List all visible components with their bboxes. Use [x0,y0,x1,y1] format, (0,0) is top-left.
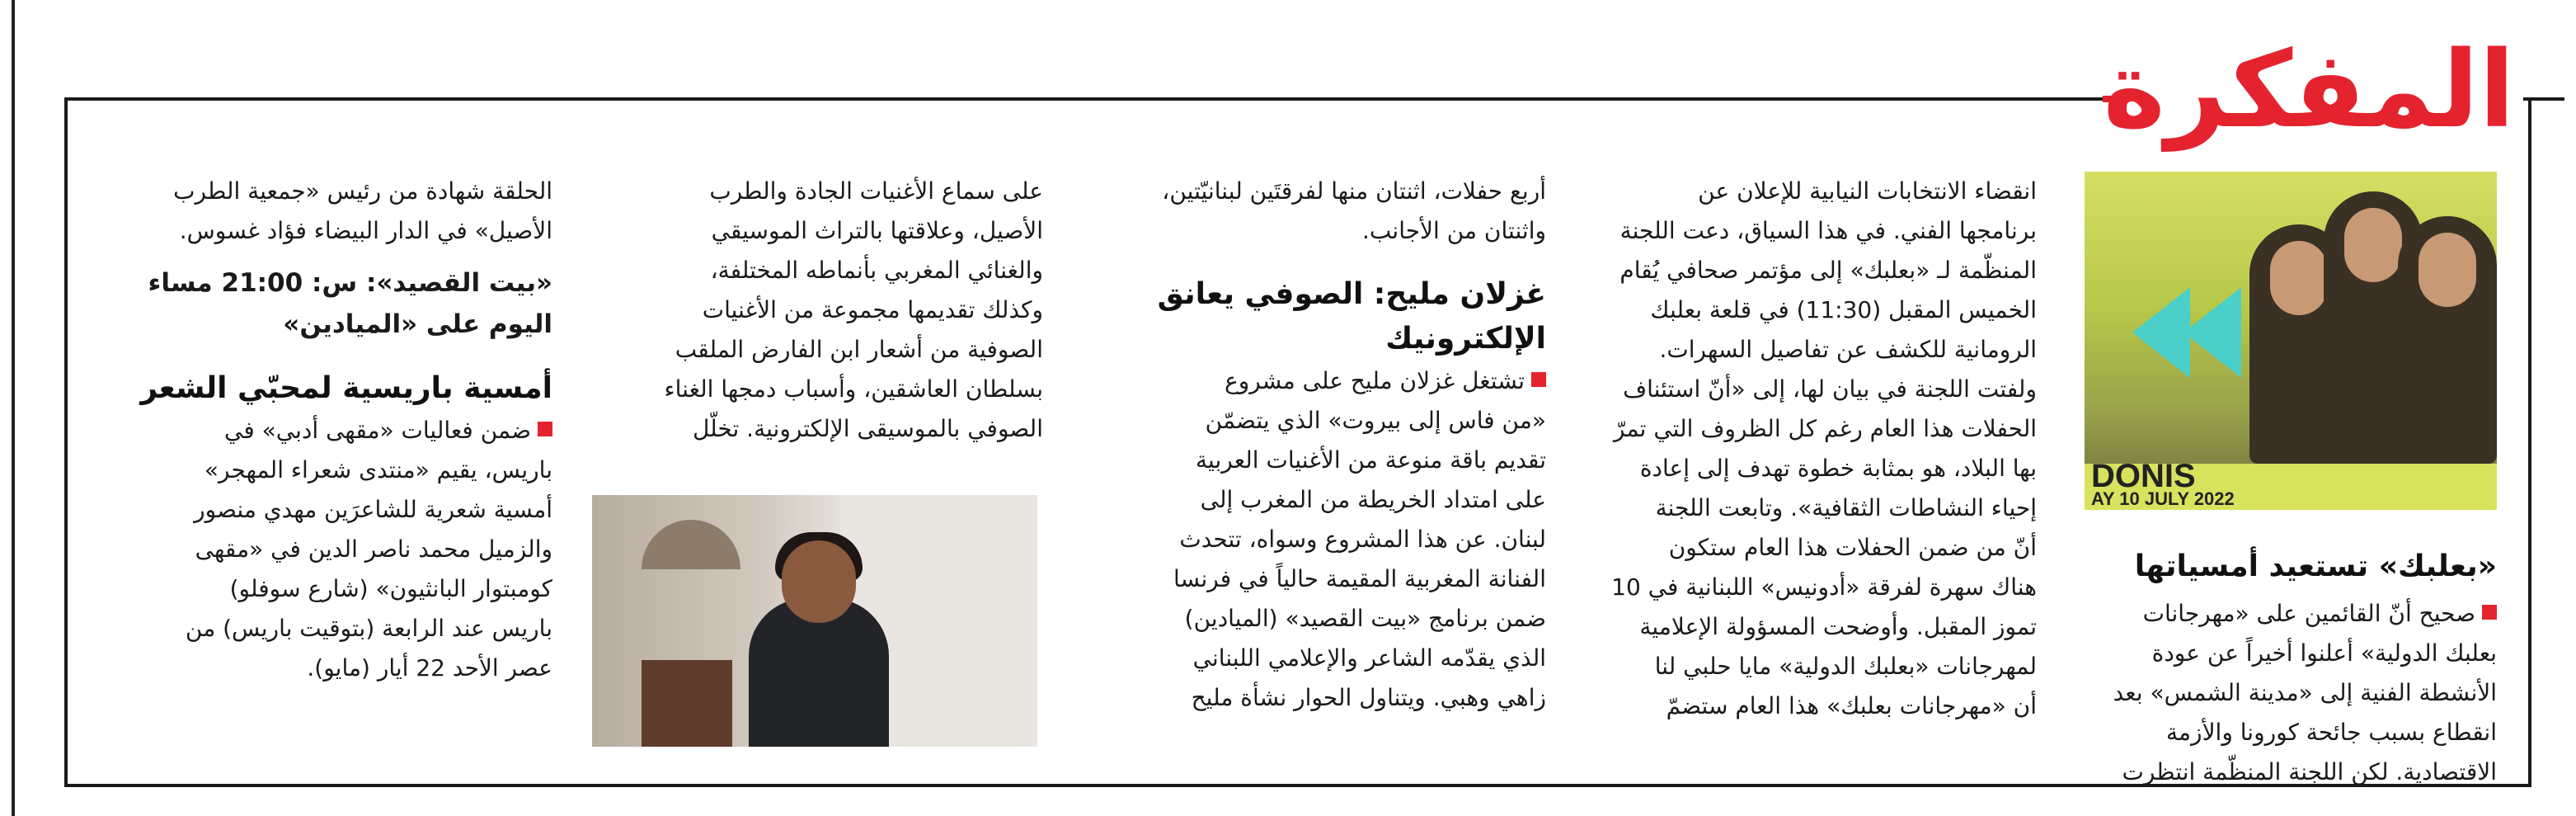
headline-baalbek: «بعلبك» تستعيد أمسياتها [2134,550,2497,583]
text-line: أن «مهرجانات بعلبك» هذا العام ستضمّ [1666,692,2037,719]
text-line: ضمن فعاليات «مقهى أدبي» في [91,411,552,450]
frame-extension [2531,97,2564,101]
column-baalbek-continued [1596,172,2037,726]
text-line: برنامجها الفني. في هذا السياق، دعت اللجنة [1619,217,2037,244]
text-line: الذي يقدّمه الشاعر والإعلامي اللبناني [1192,644,1546,672]
text-line: على امتداد الخريطة من المغرب إلى [1200,486,1546,513]
text-line: انقضاء الانتخابات النيابية للإعلان عن [1698,177,2037,205]
text-line: الأصيل» في الدار البيضاء فؤاد غسوس. [179,217,552,244]
text-line: ضمن برنامج «بيت القصيد» (الميادين) [1184,605,1546,632]
text-line: أنّ من ضمن الحفلات هذا العام ستكون [1668,534,2037,561]
text-line: تموز المقبل. وأوضحت المسؤولة الإعلامية [1639,613,2037,640]
show-schedule: «بيت القصيد»: س: 21:00 مساء [148,268,552,298]
text-line: لبنان. عن هذا المشروع وسواه، تتحدث [1179,526,1546,553]
text-line: صحيح أنّ القائمين على «مهرجانات [2085,594,2497,634]
bullet-square-icon [2482,605,2497,620]
column-baalbek [2085,545,2497,792]
text-line: بسلطان العاشقين، وأسباب دمجها الغناء [664,375,1043,403]
poster-date: AY 10 JULY 2022 [2091,488,2235,509]
text-line: المنظّمة لـ «بعلبك» إلى مؤتمر صحافي يُقام [1619,257,2037,284]
headline-ghizlane-line2: الإلكترونيك [1385,322,1546,356]
text-line: كومبتوار البانثيون» (شارع سوفلو) [229,575,552,602]
headline-ghizlane: غزلان مليح: الصوفي يعانق [1157,277,1546,311]
text-line: لمهرجانات «بعلبك الدولية» مايا حلبي لنا [1654,653,2037,680]
lamp-shape [642,520,740,569]
text-line: بعلبك الدولية» أعلنوا أخيراً عن عودة [2151,639,2497,667]
column-paris [91,172,552,688]
text-line: إحياء النشاطات الثقافية». وتابعت اللجنة [1655,494,2037,521]
text-line: الحفلات هذا العام رغم كل الظروف التي تمرّ [1614,415,2037,442]
text-line: تقديم باقة منوعة من الأغنيات العربية [1196,446,1546,474]
bullet-square-icon [1531,372,1546,387]
band-member [2398,216,2497,464]
text-line: زاهي وهبي. ويتناول الحوار نشأة مليح [1191,684,1546,711]
text-line: الصوفي بالموسيقى الإلكترونية. تخلّل [692,415,1043,442]
text-line: الحلقة شهادة من رئيس «جمعية الطرب [173,177,552,205]
headline-paris: أمسية باريسية لمحبّي الشعر [140,371,552,405]
text-line: ولفتت اللجنة في بيان لها، إلى «أنّ استئناف [1623,375,2037,403]
text-line: الأصيل، وعلاقتها بالتراث الموسيقي [711,217,1043,244]
section-title: المفكرة [2103,29,2515,152]
text-line: الأنشطة الفنية إلى «مدينة الشمس» بعد [2113,679,2497,706]
text-line: أمسية شعرية للشاعرَين مهدي منصور [194,496,552,523]
column-ghizlane [1093,172,1546,718]
text-line: الخميس المقبل (11:30) في قلعة بعلبك [1650,296,2037,323]
page-edge-rule [12,0,15,816]
text-line: الصوفية من أشعار ابن الفارض الملقب [675,336,1043,363]
singer-photo [592,495,1037,747]
text-line: على سماع الأغنيات الجادة والطرب [709,177,1043,205]
text-line: انقطاع بسبب جائحة كورونا والأزمة [2166,719,2497,746]
text-line: الاقتصادية. لكن اللجنة المنظّمة انتظرت [2122,758,2497,785]
text-line: «من فاس إلى بيروت» الذي يتضمّن [1205,407,1546,434]
play-arrow-graphic [2132,287,2190,378]
text-line: والزميل محمد ناصر الدين في «مقهى [195,535,552,563]
text-line: الفنانة المغربية المقيمة حالياً في فرنسا [1173,565,1546,592]
text-line: تشتغل غزلان مليح على مشروع [1093,361,1546,401]
text-line: هناك سهرة لفرقة «أدونيس» اللبنانية في 10 [1611,573,2037,601]
bullet-square-icon [538,422,552,436]
text-line: عصر الأحد 22 أيار (مايو). [307,654,552,682]
text-line: واثنتان من الأجانب. [1362,217,1546,244]
show-channel: اليوم على «الميادين» [283,309,552,339]
text-line: الرومانية للكشف عن تفاصيل السهرات. [1659,336,2037,363]
text-line: باريس، يقيم «منتدى شعراء المهجر» [204,456,552,483]
column-ghizlane-continued [598,172,1043,449]
text-line: أربع حفلات، اثنتان منها لفرقتَين لبنانيّتين، [1162,177,1546,205]
band-photo [2085,172,2497,510]
text-line: باريس عند الرابعة (بتوقيت باريس) من [185,615,552,642]
text-line: والغنائي المغربي بأنماطه المختلفة، [710,257,1043,284]
text-line: بها البلاد، هو بمثابة خطوة تهدف إلى إعادة [1639,455,2037,482]
play-arrow-graphic [2183,287,2241,378]
chair-shape [642,660,732,747]
text-line: وكذلك تقديمها مجموعة من الأغنيات [702,296,1043,323]
poster-caption: DONIS [2091,458,2196,494]
